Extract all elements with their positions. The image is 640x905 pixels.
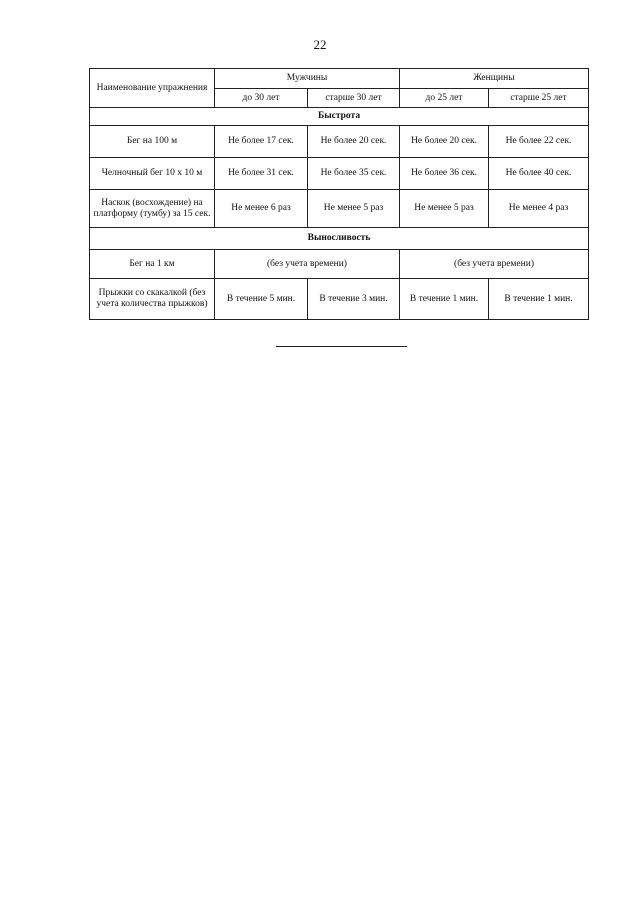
table-row	[90, 250, 589, 279]
table-row	[90, 158, 589, 190]
cell-value: Не более 22 сек.	[489, 126, 589, 158]
cell-value: Не менее 5 раз	[400, 190, 489, 228]
cell-value: Не более 20 сек.	[400, 126, 489, 158]
header-exercise: Наименование упражнения	[90, 69, 215, 108]
header-women: Женщины	[400, 69, 589, 89]
cell-value: Не более 36 сек.	[400, 158, 489, 190]
header-women-over: старше 25 лет	[489, 89, 589, 108]
end-divider-line	[276, 346, 407, 347]
cell-value: Не более 17 сек.	[215, 126, 308, 158]
cell-value: Не менее 5 раз	[308, 190, 400, 228]
table-row	[90, 126, 589, 158]
cell-value: Не более 31 сек.	[215, 158, 308, 190]
cell-value: Не менее 6 раз	[215, 190, 308, 228]
cell-value: Не более 40 сек.	[489, 158, 589, 190]
table-row	[90, 279, 589, 320]
header-men-over: старше 30 лет	[308, 89, 400, 108]
cell-value: Не более 35 сек.	[308, 158, 400, 190]
cell-value: Не менее 4 раз	[489, 190, 589, 228]
cell-exercise: Прыжки со скакалкой (без учета количества прыжков)	[90, 279, 215, 320]
header-women-under: до 25 лет	[400, 89, 489, 108]
cell-value: В течение 5 мин.	[215, 279, 308, 320]
header-row-groups	[90, 69, 589, 89]
cell-value: (без учета времени)	[215, 250, 400, 279]
cell-value: В течение 1 мин.	[400, 279, 489, 320]
standards-table	[89, 68, 589, 320]
section-endurance-title: Выносливость	[90, 228, 589, 250]
cell-value: В течение 3 мин.	[308, 279, 400, 320]
header-men: Мужчины	[215, 69, 400, 89]
cell-value: Не более 20 сек.	[308, 126, 400, 158]
cell-value: (без учета времени)	[400, 250, 589, 279]
section-row-endurance	[90, 228, 589, 250]
cell-value: В течение 1 мин.	[489, 279, 589, 320]
section-speed-title: Быстрота	[90, 108, 589, 126]
cell-exercise: Бег на 100 м	[90, 126, 215, 158]
cell-exercise: Наскок (восхождение) на платформу (тумбу) за 15 сек.	[90, 190, 215, 228]
table-row	[90, 190, 589, 228]
page-number: 22	[313, 37, 327, 52]
section-row-speed	[90, 108, 589, 126]
header-men-under: до 30 лет	[215, 89, 308, 108]
cell-exercise: Челночный бег 10 x 10 м	[90, 158, 215, 190]
cell-exercise: Бег на 1 км	[90, 250, 215, 279]
